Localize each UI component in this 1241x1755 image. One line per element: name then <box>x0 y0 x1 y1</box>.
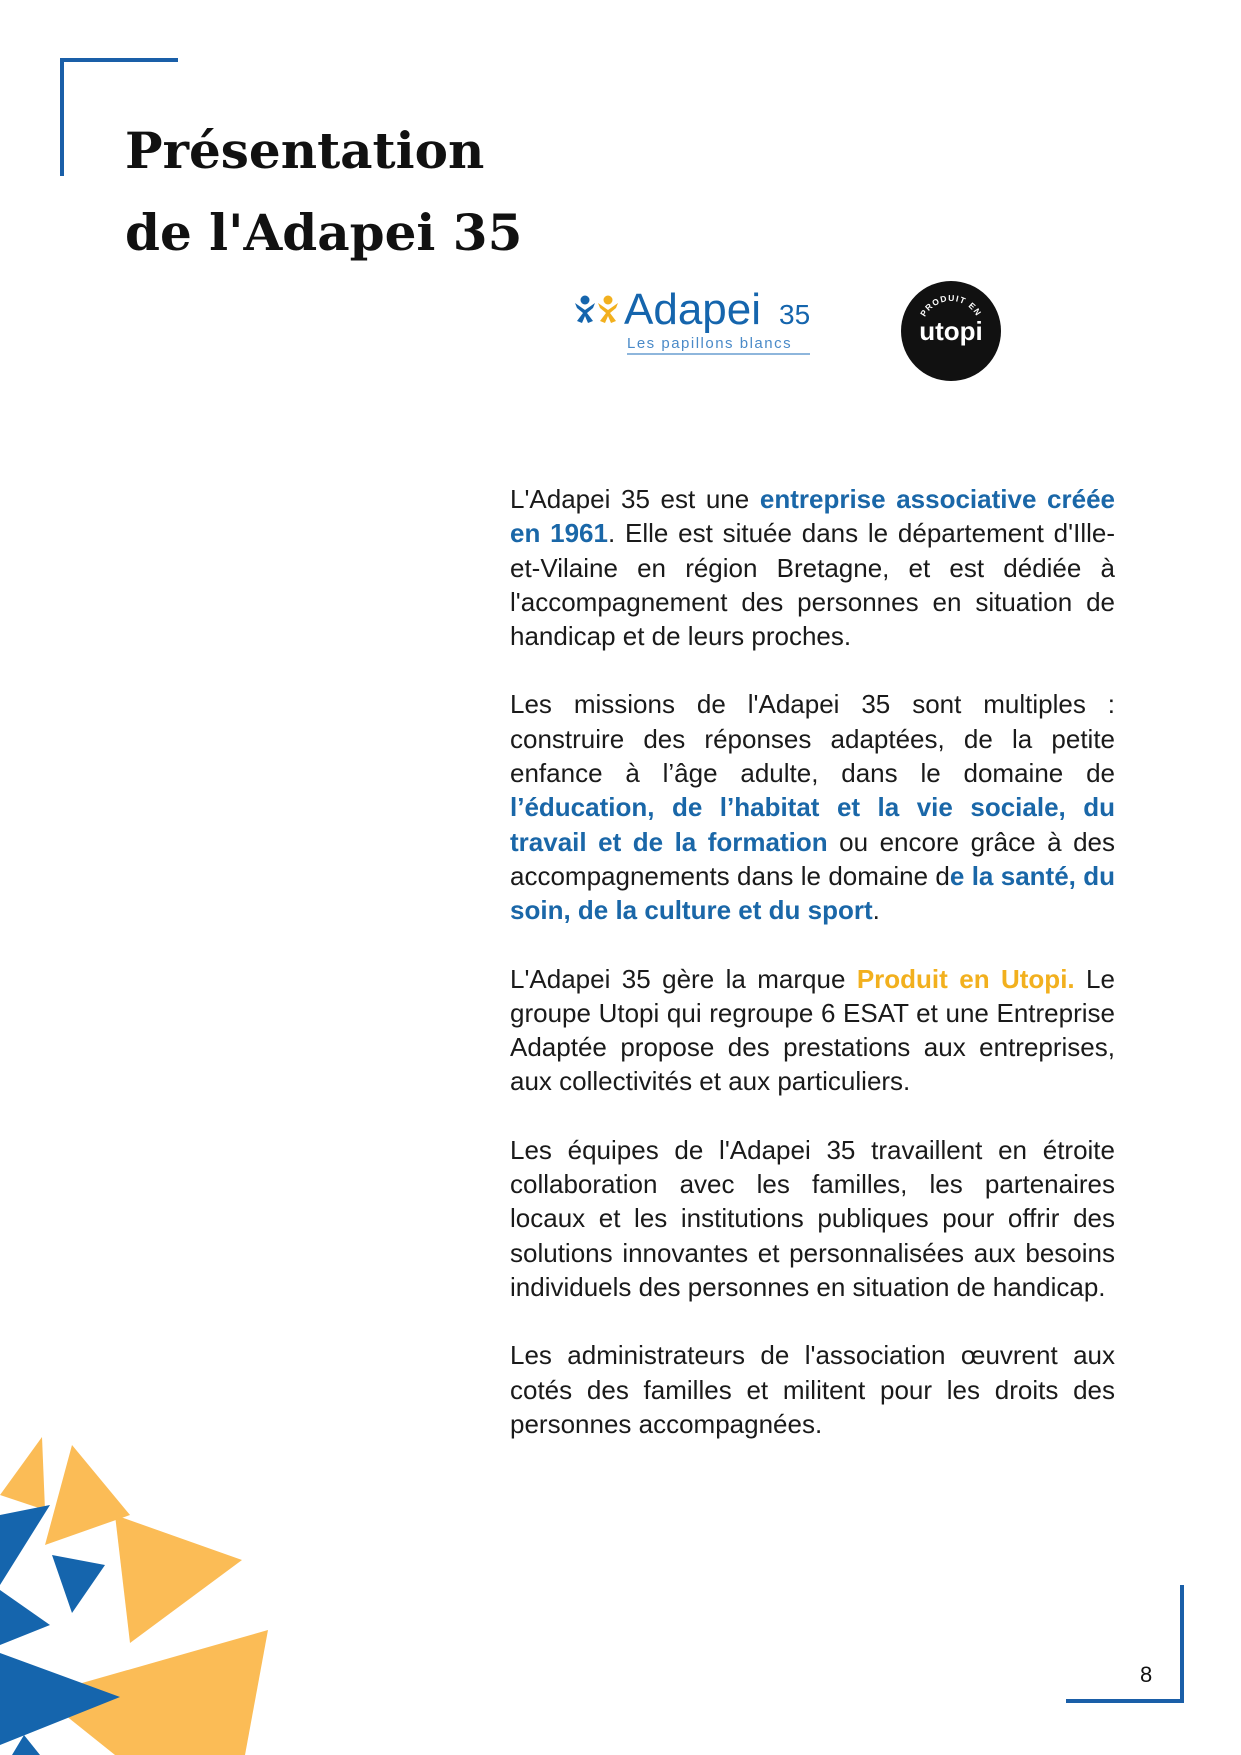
highlight-domains: l’éducation, de l’habitat et la vie sociale, du travail et de la formation <box>510 792 1115 857</box>
bottom-right-corner-frame <box>1066 1585 1184 1703</box>
adapei-tagline: Les papillons blancs <box>627 335 793 352</box>
paragraph-utopi <box>510 962 1115 1099</box>
deco-triangle <box>52 1555 105 1613</box>
paragraph-missions <box>510 687 1115 927</box>
adapei-logo <box>572 288 817 373</box>
highlight-utopi-brand: Produit en Utopi. <box>856 963 1075 994</box>
page-number: 8 <box>1140 1662 1153 1687</box>
deco-triangle <box>115 1515 242 1643</box>
paragraph-intro <box>510 482 1115 653</box>
text-run: . <box>872 895 880 926</box>
paragraph-teams: Les équipes de l'Adapei 35 travaillent en étroite collaboration avec les familles, les partenaires locaux et les institutions publiques pour offrir des solutions innovantes et personnalisées aux besoins individuels des personnes en situation de handicap. <box>510 1134 1115 1302</box>
page-title <box>125 110 522 274</box>
text-run: L'Adapei 35 est une <box>510 484 760 514</box>
paragraph-administrators: Les administrateurs de l'association œuvrent aux cotés des familles et militent pour les droits des personnes accompagnées. <box>510 1340 1115 1439</box>
text-run: L'Adapei 35 gère la marque <box>510 963 857 994</box>
title-line-2: de l'Adapei 35 <box>125 203 523 262</box>
text-run: . Elle est située dans le département d'Ille-et-Vilaine en région Bretagne, et est dédiée à l'accompagnement des personnes en situation de handicap et de leurs proches. <box>510 518 1116 652</box>
highlight-health: e la santé, du soin, de la culture et du sport <box>510 860 1115 926</box>
text-run: Les missions de l'Adapei 35 sont multiples : construire des réponses adaptées, de la petite enfance à l’âge adulte, dans le domaine de <box>510 689 1115 789</box>
deco-triangle <box>0 1590 50 1645</box>
deco-triangle <box>0 1437 45 1510</box>
body-text <box>510 482 1115 1475</box>
highlight-founding: entreprise associative créée en 1961 <box>510 484 1115 549</box>
adapei-number: 35 <box>779 299 811 330</box>
utopi-arc-text: PRODUIT EN <box>918 292 984 319</box>
adapei-name: Adapei <box>624 288 762 334</box>
utopi-name: utopi <box>919 316 983 346</box>
utopi-logo <box>900 280 1002 382</box>
text-run: Le groupe Utopi qui regroupe 6 ESAT et une Entreprise Adaptée propose des prestations aux entreprises, aux collectivités et aux particuliers. <box>510 963 1115 1097</box>
title-line-1: Présentation <box>125 121 485 180</box>
decorative-triangles <box>0 1425 280 1755</box>
butterfly-figures-icon <box>575 296 618 324</box>
text-run: ou encore grâce à des accompagnements dans le domaine d <box>510 826 1115 891</box>
deco-triangle <box>0 1505 50 1585</box>
